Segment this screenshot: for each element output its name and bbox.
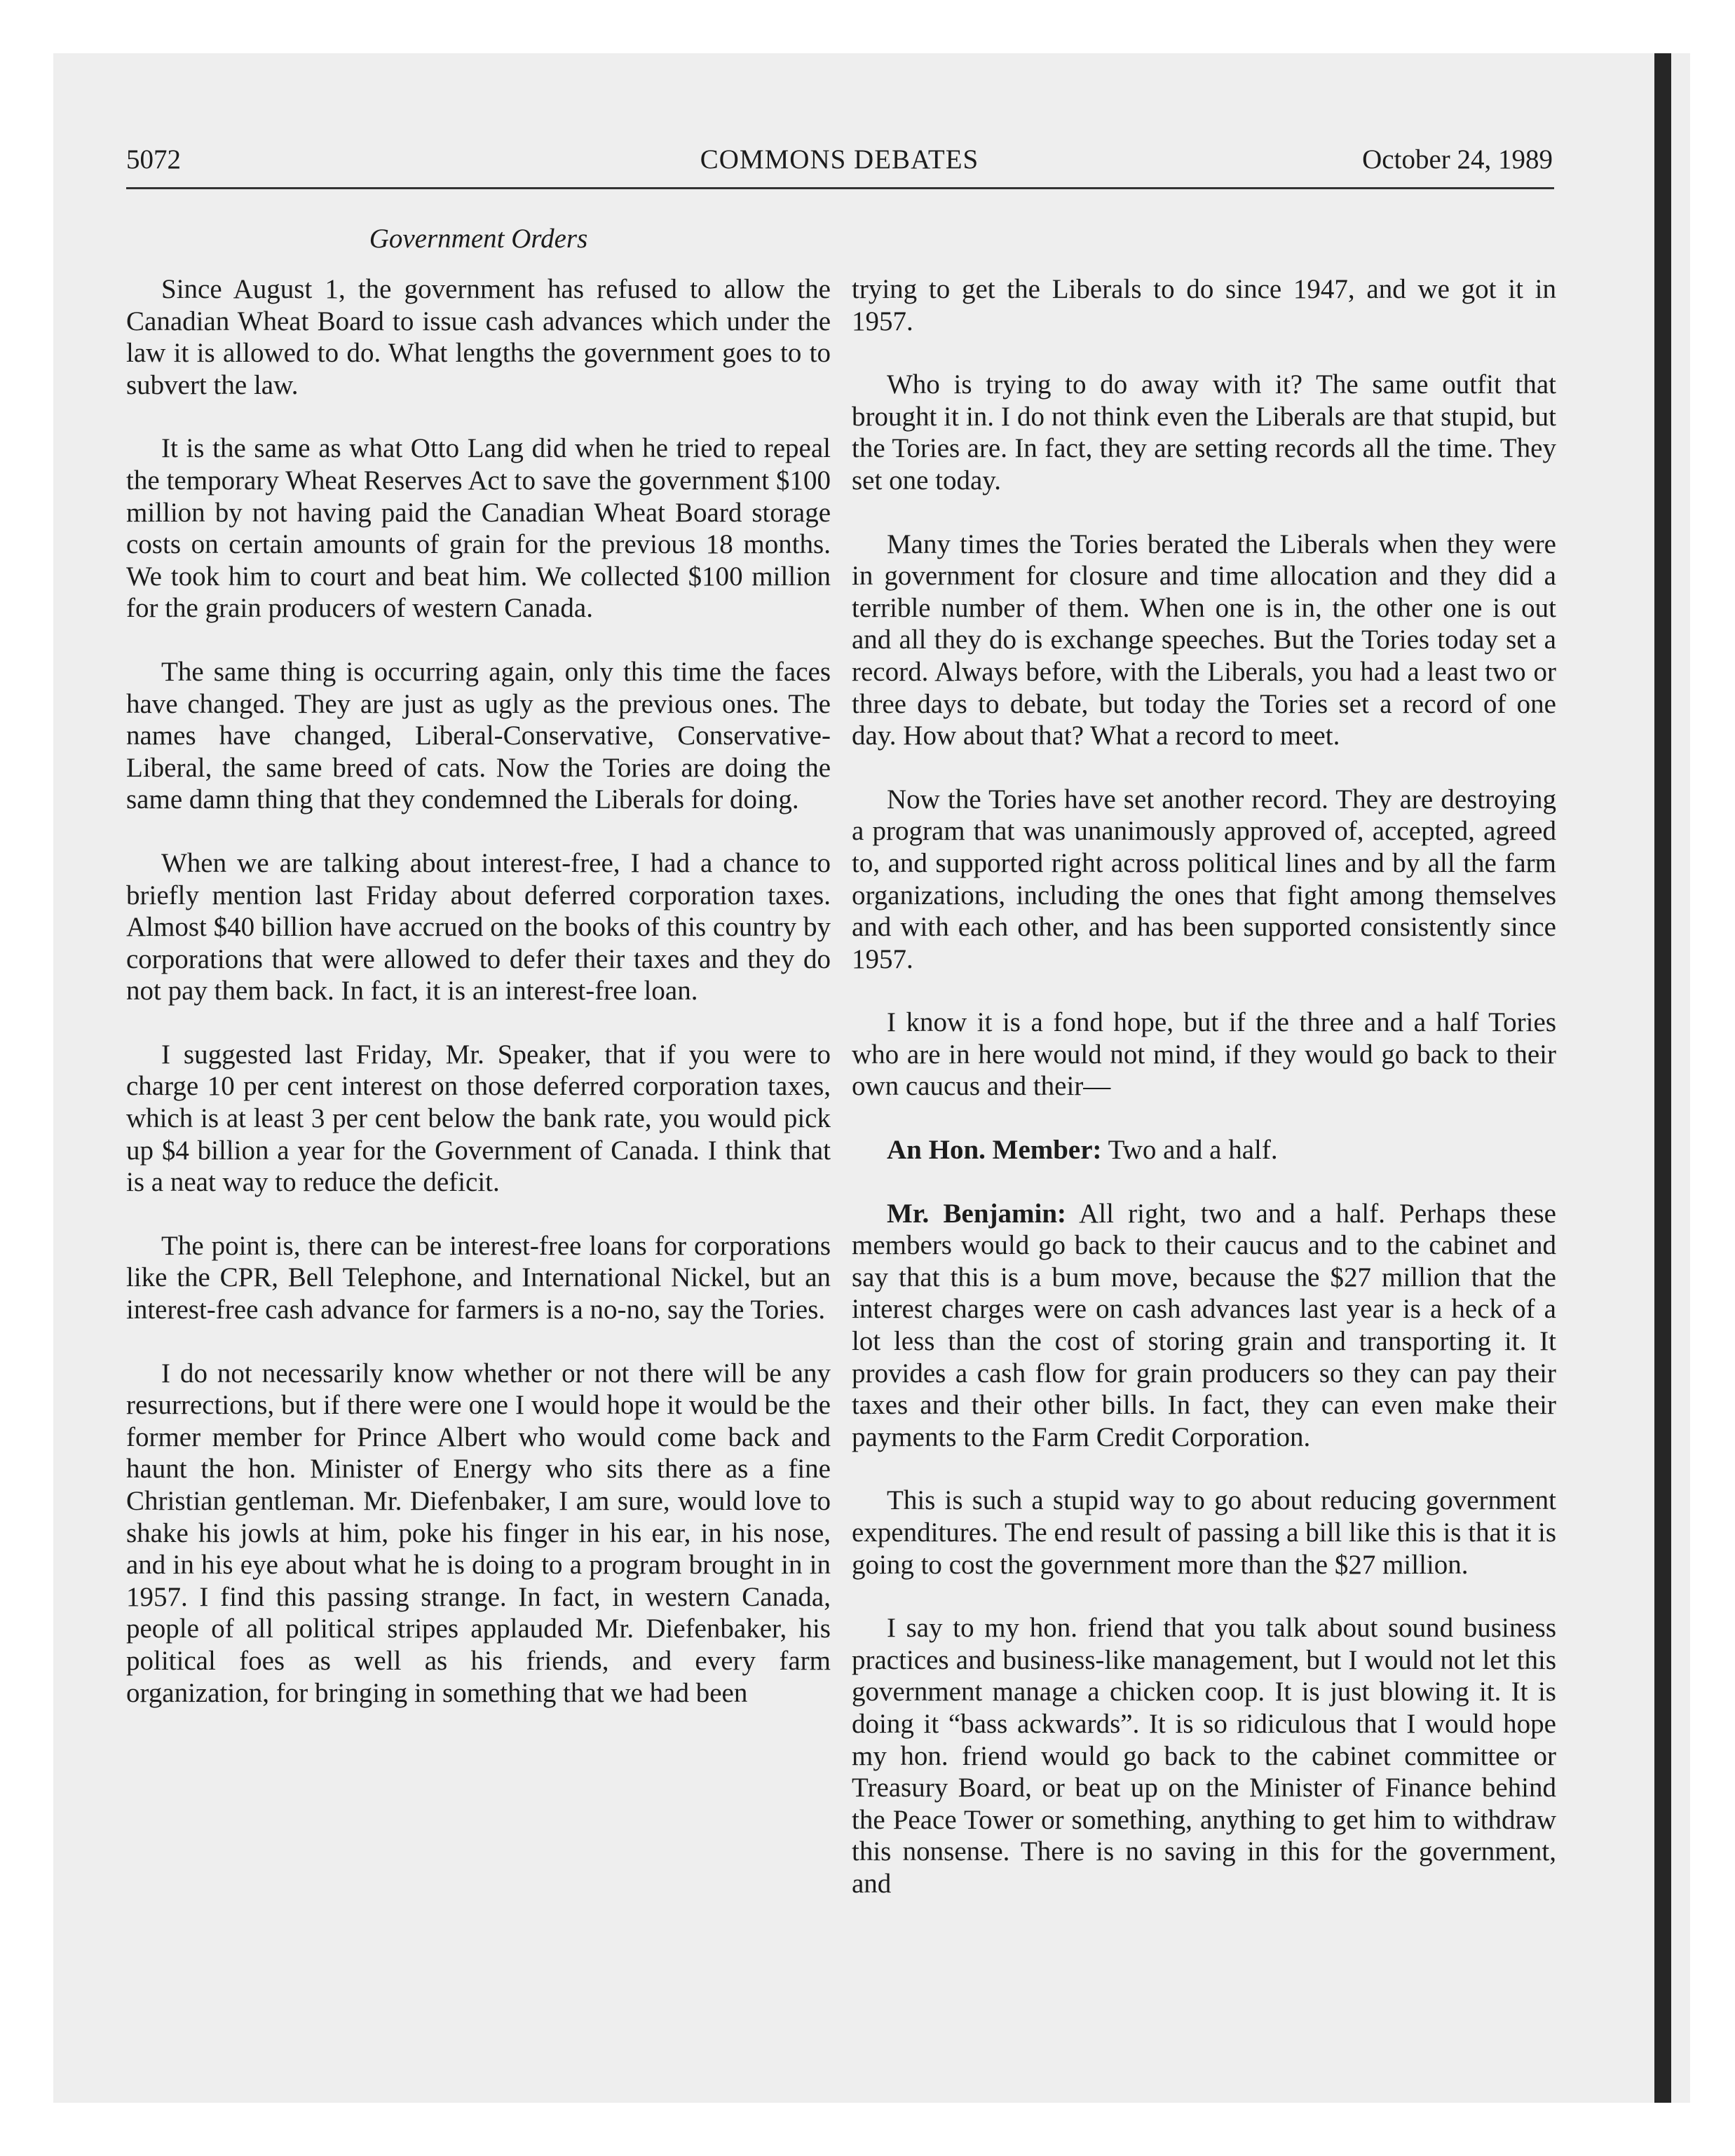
paragraph: When we are talking about interest-free, I had a chance to briefly mention last Friday about deferred corporation taxes. Almost $40 billion have accrued on the books of this country by corporations that were allowed to defer their taxes and they do not pay them back. In fact, it is an interest-free loan.: [126, 847, 831, 1007]
speech-paragraph: [852, 1198, 1556, 1454]
page-date: October 24, 1989: [1362, 144, 1553, 175]
paragraph: It is the same as what Otto Lang did when he tried to repeal the temporary Wheat Reserves Act to save the government $100 million by not having paid the Canadian Wheat Board storage costs on certain amounts of grain for the previous 18 months. We took him to court and beat him. We collected $100 million for the grain producers of western Canada.: [126, 433, 831, 624]
paragraph: I do not necessarily know whether or not there will be any resurrections, but if there were one I would hope it would be the former member for Prince Albert who would come back and haunt the hon. Minister of Energy who sits there as a fine Christian gentleman. Mr. Diefenbaker, I am sure, would love to shake his jowls at him, poke his finger in his ear, in his nose, and in his eye about what he is doing to a program brought in in 1957. I find this passing strange. In fact, in western Canada, people of all political stripes applauded Mr. Diefenbaker, his political foes as well as his friends, and every farm organization, for bringing in something that we had been: [126, 1358, 831, 1708]
page-number: 5072: [126, 144, 181, 175]
paragraph-continued: trying to get the Liberals to do since 1947, and we got it in 1957.: [852, 274, 1556, 336]
paragraph: The point is, there can be interest-free loans for corporations like the CPR, Bell Telephone, and International Nickel, but an interest-free cash advance for farmers is a no-no, say the Tories.: [126, 1230, 831, 1325]
speech-text: All right, two and a half. Perhaps these members would go back to their caucus and to the cabinet and say that this is a bum move, because the $27 million that the interest charges were on cash advances last year is a heck of a lot less than the cost of storing grain and transporting it. It provides a cash flow for grain producers so they can pay their taxes and their other bills. In fact, they can even make their payments to the Farm Credit Corporation.: [852, 1198, 1556, 1452]
publication-title: COMMONS DEBATES: [700, 144, 979, 175]
page-header: [126, 144, 1553, 186]
paragraph: I know it is a fond hope, but if the three and a half Tories who are in here would not mind, if they would go back to their own caucus and their—: [852, 1007, 1556, 1102]
speaker-name: An Hon. Member:: [887, 1135, 1102, 1166]
paragraph: I suggested last Friday, Mr. Speaker, that if you were to charge 10 per cent interest on those deferred corporation taxes, which is at least 3 per cent below the bank rate, you would pick up $4 billion a year for the Government of Canada. I think that is a neat way to reduce the deficit.: [126, 1039, 831, 1198]
paragraph: The same thing is occurring again, only this time the faces have changed. They are just as ugly as the previous ones. The names have changed, Liberal-Conservative, Conservative-Liberal, the same breed of cats. Now the Tories are doing the same damn thing that they condemned the Liberals for doing.: [126, 656, 831, 815]
section-heading: Government Orders: [369, 224, 588, 254]
paragraph: Many times the Tories berated the Liberals when they were in government for closure and time allocation and they did a terrible number of them. When one is in, the other one is out and all they do is exchange speeches. But the Tories today set a record. Always before, with the Liberals, you had a least two or three days to debate, but today the Tories set a record of one day. How about that? What a record to meet.: [852, 528, 1556, 751]
speech-text: Two and a half.: [1101, 1135, 1278, 1166]
paragraph: Since August 1, the government has refused to allow the Canadian Wheat Board to issue cash advances which under the law it is allowed to do. What lengths the government goes to to subvert the law.: [126, 274, 831, 400]
paragraph: Now the Tories have set another record. They are destroying a program that was unanimously approved of, accepted, agreed to, and supported right across political lines and by all the farm organizations, including the ones that fight among themselves and with each other, and has been supported consistently since 1957.: [852, 784, 1556, 974]
paragraph: This is such a stupid way to go about reducing government expenditures. The end result of passing a bill like this is that it is going to cost the government more than the $27 million.: [852, 1485, 1556, 1580]
paragraph: Who is trying to do away with it? The same outfit that brought it in. I do not think even the Liberals are that stupid, but the Tories are. In fact, they are setting records all the time. They set one today.: [852, 369, 1556, 496]
left-column: [126, 273, 831, 1709]
right-column: [852, 273, 1556, 1900]
paragraph: I say to my hon. friend that you talk about sound business practices and business-like management, but I would not let this government manage a chicken coop. It is just blowing it. It is doing it “bass ackwards”. It is so ridiculous that I would hope my hon. friend would go back to the cabinet committee or Treasury Board, or beat up on the Minister of Finance behind the Peace Tower or something, anything to get him to withdraw this nonsense. There is no saving in this for the government, and: [852, 1613, 1556, 1899]
scan-edge-bar: [1654, 53, 1671, 2103]
header-rule: [126, 187, 1554, 189]
speaker-name: Mr. Benjamin:: [887, 1198, 1067, 1229]
speech-paragraph: [852, 1134, 1556, 1166]
